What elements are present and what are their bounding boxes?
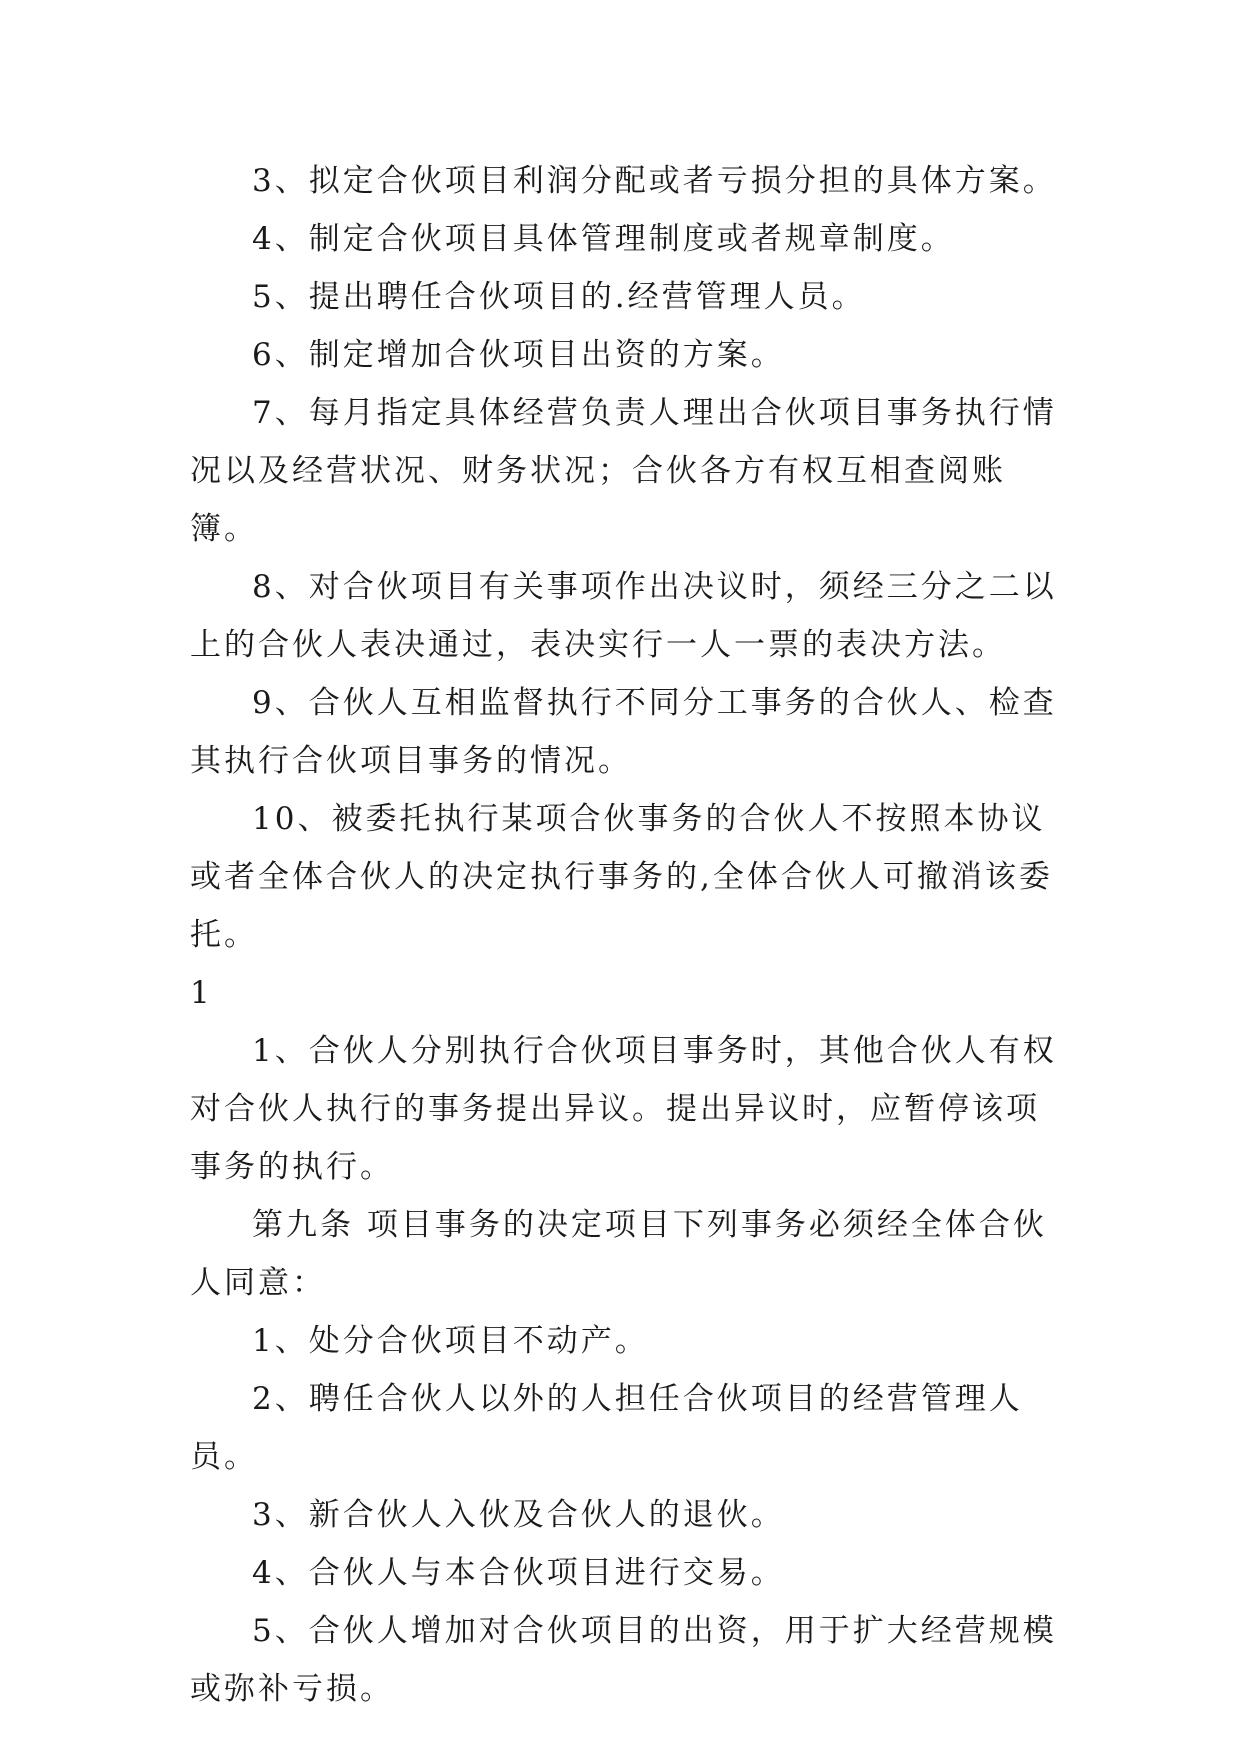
document-body [190,152,1060,1718]
paragraph-article-9-item-5: 5、合伙人增加对合伙项目的出资，用于扩大经营规模或弥补亏损。 [190,1613,1057,1707]
paragraph-article-9-item-1: 1、处分合伙项目不动产。 [252,1323,649,1359]
paragraph-item-8-resolution-vote: 8、对合伙项目有关事项作出决议时，须经三分之二以上的合伙人表决通过，表决实行一人一票的表决方法。 [190,569,1057,663]
paragraph-stray-number: 1 [190,975,213,1011]
paragraph-article-9-item-2: 2、聘任合伙人以外的人担任合伙项目的经营管理人员。 [190,1381,1023,1475]
paragraph-article-9-item-3: 3、新合伙人入伙及合伙人的退伙。 [252,1497,785,1533]
paragraph-item-1-objection: 1、合伙人分别执行合伙项目事务时，其他合伙人有权对合伙人执行的事务提出异议。提出异议时，应暂停该项事务的执行。 [190,1033,1057,1185]
paragraph-item-6-increase-capital: 6、制定增加合伙项目出资的方案。 [252,337,785,373]
paragraph-item-7-monthly-report: 7、每月指定具体经营负责人理出合伙项目事务执行情况以及经营状况、财务状况；合伙各方有权互相查阅账簿。 [190,395,1057,547]
paragraph-item-5-hire-managers: 5、提出聘任合伙项目的.经营管理人员。 [252,279,866,315]
paragraph-item-9-mutual-supervision: 9、合伙人互相监督执行不同分工事务的合伙人、检查其执行合伙项目事务的情况。 [190,685,1057,779]
paragraph-item-10-revoke-delegation: 10、被委托执行某项合伙事务的合伙人不按照本协议或者全体合伙人的决定执行事务的,全体合伙人可撤消该委托。 [190,801,1053,953]
paragraph-item-4-management-rules: 4、制定合伙项目具体管理制度或者规章制度。 [252,221,955,257]
paragraph-item-3-profit-plan: 3、拟定合伙项目利润分配或者亏损分担的具体方案。 [252,163,1057,199]
paragraph-article-9-heading: 第九条 项目事务的决定项目下列事务必须经全体合伙人同意： [190,1207,1047,1301]
paragraph-article-9-item-4: 4、合伙人与本合伙项目进行交易。 [252,1555,785,1591]
